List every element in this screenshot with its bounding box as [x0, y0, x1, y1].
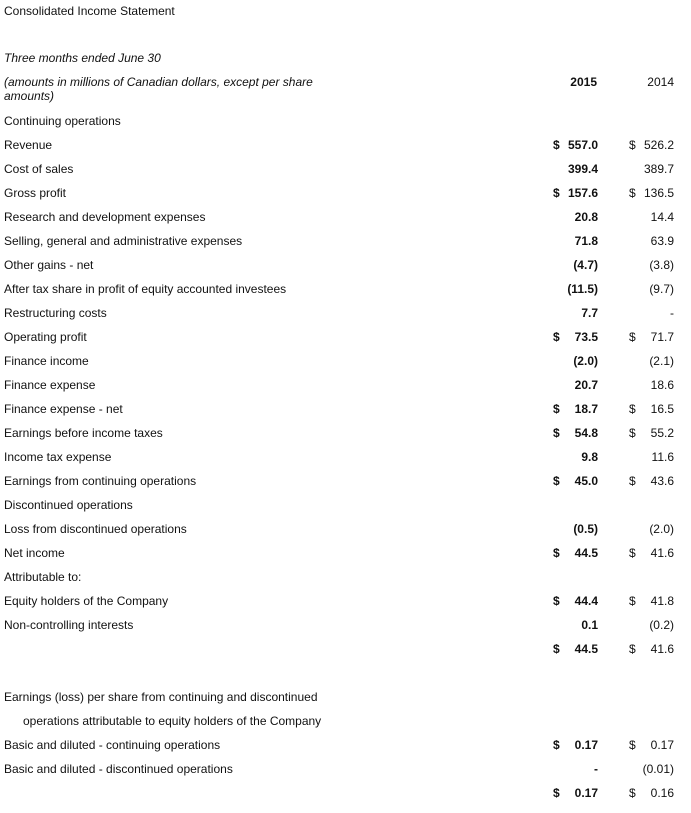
statement-row — [0, 493, 691, 517]
value-2014: (0.01) — [642, 762, 674, 776]
row-label: Gross profit — [4, 186, 67, 200]
statement-row — [0, 277, 691, 301]
statement-row — [0, 517, 691, 541]
row-label: Attributable to: — [4, 570, 82, 584]
row-label: operations attributable to equity holders of the Company — [23, 714, 322, 728]
statement-row — [0, 685, 691, 709]
value-2014: 0.16 — [650, 786, 674, 800]
row-label: Equity holders of the Company — [4, 594, 169, 608]
dollar-sign-2015: $ — [553, 402, 560, 416]
statement-row — [0, 157, 691, 181]
row-label: Basic and diluted - discontinued operations — [4, 762, 233, 776]
dollar-sign-2014: $ — [629, 786, 636, 800]
value-2015: (4.7) — [573, 258, 598, 272]
value-2015: 20.8 — [574, 210, 598, 224]
row-label: Net income — [4, 546, 65, 560]
statement-row — [0, 589, 691, 613]
value-2014: 41.6 — [650, 546, 674, 560]
value-2014: 0.17 — [650, 738, 674, 752]
dollar-sign-2015: $ — [553, 546, 560, 560]
value-2014: 136.5 — [643, 186, 674, 200]
statement-row — [0, 325, 691, 349]
row-label: Earnings before income taxes — [4, 426, 163, 440]
value-2014: 14.4 — [650, 210, 674, 224]
row-label: Other gains - net — [4, 258, 94, 272]
row-label: Finance expense — [4, 378, 96, 392]
row-label: Operating profit — [4, 330, 87, 344]
row-label: After tax share in profit of equity accounted investees — [4, 282, 287, 296]
value-2015: 0.17 — [574, 738, 598, 752]
statement-row — [0, 565, 691, 589]
dollar-sign-2015: $ — [553, 594, 560, 608]
value-2015: 157.6 — [567, 186, 598, 200]
statement-row — [0, 301, 691, 325]
statement-row — [0, 109, 691, 133]
value-2014: 41.8 — [650, 594, 674, 608]
statement-row — [0, 709, 691, 733]
value-2014: 55.2 — [650, 426, 674, 440]
row-label: Basic and diluted - continuing operations — [4, 738, 221, 752]
statement-row — [0, 445, 691, 469]
value-2015: 9.8 — [581, 450, 598, 464]
value-2015: 0.1 — [581, 618, 598, 632]
dollar-sign-2015: $ — [553, 330, 560, 344]
value-2014: 526.2 — [643, 138, 674, 152]
value-2015: (2.0) — [573, 354, 598, 368]
statement-row — [0, 133, 691, 157]
statement-row — [0, 469, 691, 493]
dollar-sign-2014: $ — [629, 738, 636, 752]
row-label: Non-controlling interests — [4, 618, 134, 632]
dollar-sign-2015: $ — [553, 186, 560, 200]
statement-row — [0, 397, 691, 421]
dollar-sign-2015: $ — [553, 642, 560, 656]
value-2014: 41.6 — [650, 642, 674, 656]
dollar-sign-2014: $ — [629, 138, 636, 152]
value-2014: 389.7 — [643, 162, 674, 176]
value-2014: 71.7 — [650, 330, 674, 344]
value-2014: 63.9 — [650, 234, 674, 248]
value-2015: 44.5 — [574, 642, 598, 656]
period-label: Three months ended June 30 — [4, 51, 161, 65]
row-label: Selling, general and administrative expenses — [4, 234, 243, 248]
dollar-sign-2014: $ — [629, 474, 636, 488]
value-2015: 557.0 — [567, 138, 598, 152]
row-label: Discontinued operations — [4, 498, 133, 512]
value-2014: - — [670, 306, 674, 320]
row-label: Restructuring costs — [4, 306, 107, 320]
row-label: Finance expense - net — [4, 402, 123, 416]
statement-row — [0, 181, 691, 205]
dollar-sign-2014: $ — [629, 402, 636, 416]
row-label: Earnings (loss) per share from continuing and discontinued — [4, 690, 318, 704]
statement-row — [0, 253, 691, 277]
statement-row — [0, 781, 691, 805]
statement-row — [0, 541, 691, 565]
value-2015: 399.4 — [567, 162, 598, 176]
value-2014: (2.1) — [649, 354, 674, 368]
value-2015: (0.5) — [573, 522, 598, 536]
units-note: (amounts in millions of Canadian dollars, except per share amounts) — [4, 75, 313, 103]
value-2015: 18.7 — [574, 402, 598, 416]
year-2014-header: 2014 — [647, 75, 674, 89]
row-label: Revenue — [4, 138, 53, 152]
value-2015: 45.0 — [574, 474, 598, 488]
value-2015: 54.8 — [574, 426, 598, 440]
dollar-sign-2014: $ — [629, 330, 636, 344]
row-label: Continuing operations — [4, 114, 121, 128]
value-2015: 20.7 — [574, 378, 598, 392]
value-2015: - — [594, 762, 598, 776]
row-label: Earnings from continuing operations — [4, 474, 197, 488]
statement-row — [0, 661, 691, 685]
statement-row — [0, 733, 691, 757]
value-2014: 43.6 — [650, 474, 674, 488]
value-2015: (11.5) — [567, 282, 598, 296]
value-2015: 0.17 — [574, 786, 598, 800]
statement-row — [0, 421, 691, 445]
row-label: Loss from discontinued operations — [4, 522, 187, 536]
row-label: Research and development expenses — [4, 210, 206, 224]
dollar-sign-2015: $ — [553, 426, 560, 440]
statement-row — [0, 205, 691, 229]
dollar-sign-2014: $ — [629, 426, 636, 440]
value-2015: 7.7 — [581, 306, 598, 320]
statement-row — [0, 757, 691, 781]
value-2015: 44.4 — [574, 594, 598, 608]
dollar-sign-2015: $ — [553, 738, 560, 752]
dollar-sign-2014: $ — [629, 642, 636, 656]
statement-row — [0, 613, 691, 637]
dollar-sign-2015: $ — [553, 138, 560, 152]
value-2014: (0.2) — [649, 618, 674, 632]
statement-row — [0, 349, 691, 373]
value-2014: (3.8) — [649, 258, 674, 272]
row-label: Cost of sales — [4, 162, 74, 176]
value-2015: 44.5 — [574, 546, 598, 560]
dollar-sign-2014: $ — [629, 546, 636, 560]
statement-row — [0, 229, 691, 253]
statement-row — [0, 373, 691, 397]
dollar-sign-2015: $ — [553, 474, 560, 488]
year-2015-header: 2015 — [570, 75, 597, 89]
row-label: Finance income — [4, 354, 89, 368]
statement-row — [0, 637, 691, 661]
value-2014: (9.7) — [649, 282, 674, 296]
row-label: Income tax expense — [4, 450, 112, 464]
dollar-sign-2014: $ — [629, 186, 636, 200]
value-2014: 16.5 — [650, 402, 674, 416]
value-2015: 73.5 — [574, 330, 598, 344]
period-row — [0, 46, 691, 70]
value-2014: 11.6 — [651, 450, 674, 464]
dollar-sign-2014: $ — [629, 594, 636, 608]
value-2014: 18.6 — [650, 378, 674, 392]
dollar-sign-2015: $ — [553, 786, 560, 800]
statement-title: Consolidated Income Statement — [4, 4, 175, 18]
value-2014: (2.0) — [649, 522, 674, 536]
value-2015: 71.8 — [574, 234, 598, 248]
